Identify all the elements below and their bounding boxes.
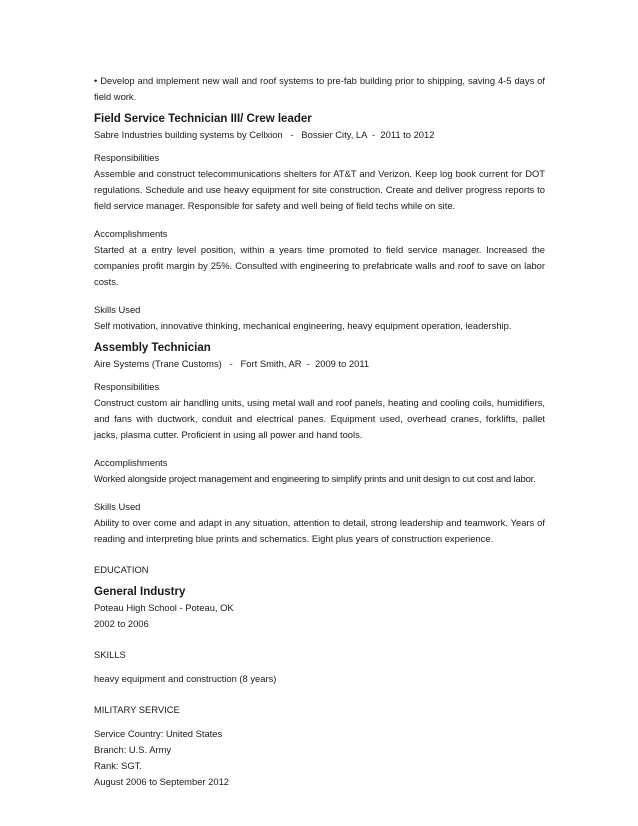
job-assembly-technician (94, 340, 545, 547)
skills-used-text: Ability to over come and adapt in any situation, attention to detail, strong leadership and teamwork. Years of reading and interpreting blue prints and schematics. Eight plus years of construction experience. (94, 517, 545, 544)
section-heading: MILITARY SERVICE (94, 704, 180, 715)
section-heading: SKILLS (94, 649, 126, 660)
skills-used-text: Self motivation, innovative thinking, mechanical engineering, heavy equipment operation, leadership. (94, 320, 512, 331)
intro-bullet: • Develop and implement new wall and roof systems to pre-fab building prior to shipping, saving 4-5 days of field work. (94, 75, 545, 102)
accomplishments-label: Accomplishments (94, 228, 168, 239)
skills-used-label: Skills Used (94, 304, 141, 315)
accomplishments-text: Worked alongside project management and engineering to simplify prints and unit design to cut cost and labor. (94, 473, 536, 484)
military-branch: Branch: U.S. Army (94, 744, 172, 755)
job-subtitle: Aire Systems (Trane Customs) - Fort Smith, AR - 2009 to 2011 (94, 358, 370, 369)
skills-section (94, 647, 545, 687)
education-section (94, 562, 545, 632)
responsibilities-text: Construct custom air handling units, using metal wall and roof panels, heating and cooling coils, humidifiers, and fans with ductwork, conduit and electrical panes. Equipment used, overhead cranes, forklifts, pallet jacks, plasma cutter. Proficient in using all power and hand tools. (94, 397, 545, 440)
education-title: General Industry (94, 586, 186, 598)
job-field-service-technician (94, 111, 545, 334)
education-years: 2002 to 2006 (94, 618, 149, 629)
job-title: Field Service Technician III/ Crew leader (94, 113, 312, 125)
responsibilities-text: Assemble and construct telecommunications shelters for AT&T and Verizon. Keep log book current for DOT regulations. Schedule and use heavy equipment for site construction. Create and deliver progress reports to field service manager. Responsible for safety and well being of field techs while on site. (94, 168, 545, 211)
job-subtitle: Sabre Industries building systems by Cellxion - Bossier City, LA - 2011 to 2012 (94, 129, 435, 140)
military-section (94, 702, 545, 790)
accomplishments-text: Started at a entry level position, within a years time promoted to field service manager. Increased the companies profit margin by 25%. Consulted with engineering to prefabricate walls and roof to save on labor costs. (94, 244, 545, 287)
skills-text: heavy equipment and construction (8 years) (94, 673, 277, 684)
section-heading: EDUCATION (94, 564, 149, 575)
responsibilities-label: Responsibilities (94, 152, 160, 163)
skills-used-label: Skills Used (94, 501, 141, 512)
accomplishments-label: Accomplishments (94, 457, 168, 468)
education-school: Poteau High School - Poteau, OK (94, 602, 234, 613)
responsibilities-label: Responsibilities (94, 381, 160, 392)
military-country: Service Country: United States (94, 728, 223, 739)
job-title: Assembly Technician (94, 342, 211, 354)
military-rank: Rank: SGT. (94, 760, 142, 771)
military-dates: August 2006 to September 2012 (94, 776, 229, 787)
resume-content (94, 73, 545, 790)
